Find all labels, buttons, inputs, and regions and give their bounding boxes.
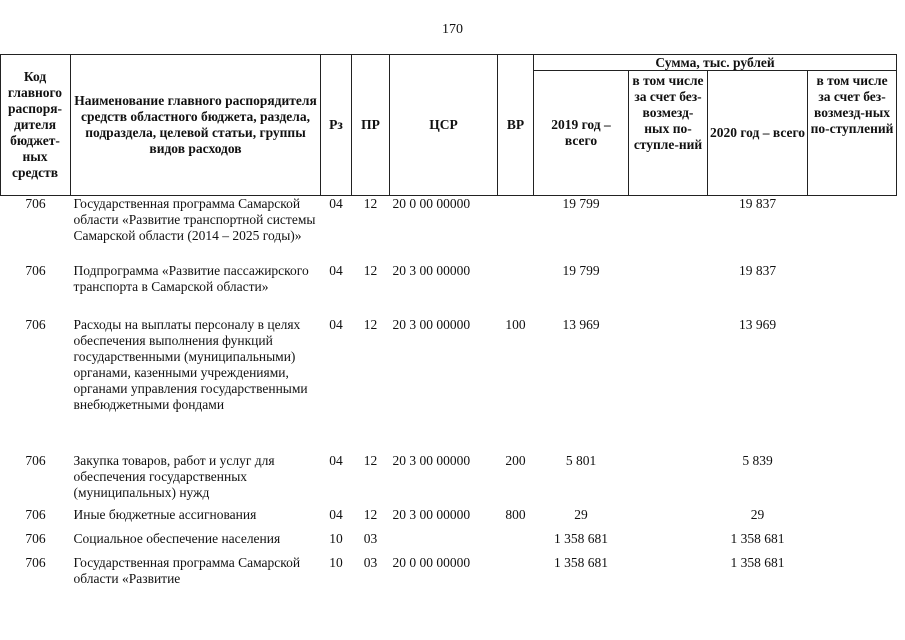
- table-header: [1, 55, 897, 196]
- cell-2019-total: 1 358 681: [554, 555, 608, 570]
- table-row: [1, 453, 897, 507]
- table-row: [1, 531, 897, 555]
- header-csr: ЦСР: [390, 55, 498, 196]
- cell-vr: [498, 263, 534, 317]
- table-row: [1, 317, 897, 453]
- cell-name: Иные бюджетные ассигнования: [73, 507, 257, 522]
- header-code: [1, 55, 71, 196]
- cell-csr: 20 0 00 00000: [392, 555, 471, 570]
- cell-rz: 04: [329, 453, 343, 468]
- cell-2019-free: [629, 263, 708, 317]
- header-vr: ВР: [498, 55, 534, 196]
- cell-2020-total: 1 358 681: [730, 531, 785, 546]
- cell-pr: 12: [363, 196, 378, 211]
- cell-2020-total: 19 837: [738, 196, 777, 211]
- cell-code: 706: [25, 555, 46, 570]
- cell-2019-free: [629, 531, 708, 555]
- cell-rz: 10: [329, 531, 343, 546]
- cell-2019-free: [629, 555, 708, 595]
- cell-csr: 20 3 00 00000: [392, 263, 471, 278]
- cell-name: Расходы на выплаты персоналу в целях обеспечения выполнения функций государственными (муниципальными) органами, казенными учреждениями, органами управления государственными внебюджетными фондами: [73, 317, 308, 412]
- cell-2020-free: [808, 196, 897, 264]
- cell-name: Государственная программа Самарской области «Развитие транспортной системы Самарской области (2014 – 2025 годы)»: [73, 196, 316, 243]
- table-body: [1, 196, 897, 596]
- cell-2020-total: 29: [750, 507, 765, 522]
- cell-pr: 12: [363, 317, 378, 332]
- cell-2020-total: 1 358 681: [730, 555, 785, 570]
- cell-2019-total: 13 969: [562, 317, 600, 332]
- cell-2019-total: 29: [574, 507, 588, 522]
- cell-csr: 20 3 00 00000: [392, 317, 471, 332]
- cell-2020-free: [808, 453, 897, 507]
- cell-vr: 200: [505, 453, 526, 468]
- cell-2020-total: 13 969: [738, 317, 777, 332]
- table-row: [1, 263, 897, 317]
- cell-pr: 12: [363, 507, 378, 522]
- cell-2020-free: [808, 263, 897, 317]
- header-sum: Сумма, тыс. рублей: [534, 55, 897, 71]
- cell-vr: [498, 196, 534, 264]
- cell-code: 706: [25, 263, 46, 278]
- cell-2019-free: [629, 507, 708, 531]
- header-2019-total: 2019 год – всего: [534, 71, 629, 196]
- cell-vr: [498, 531, 534, 555]
- cell-csr: [390, 531, 498, 555]
- header-code-text: Код главного распоря-дителя бюджет-ных средств: [7, 69, 63, 180]
- header-rz: Рз: [321, 55, 352, 196]
- cell-vr: 800: [505, 507, 526, 522]
- cell-2019-total: 5 801: [565, 453, 597, 468]
- cell-csr: 20 3 00 00000: [392, 507, 471, 522]
- cell-rz: 04: [329, 507, 343, 522]
- cell-2019-free: [629, 196, 708, 264]
- cell-rz: 04: [329, 196, 343, 211]
- cell-2020-free: [808, 531, 897, 555]
- header-2019-free: в том числе за счет без-возмезд-ных по-ступле-ний: [629, 71, 708, 196]
- cell-pr: 12: [363, 263, 378, 278]
- cell-2019-free: [629, 317, 708, 453]
- cell-name: Социальное обеспечение населения: [73, 531, 281, 546]
- cell-pr: 03: [363, 555, 378, 570]
- cell-name: Подпрограмма «Развитие пассажирского транспорта в Самарской области»: [73, 263, 309, 294]
- cell-code: 706: [25, 196, 46, 211]
- cell-vr: 100: [505, 317, 526, 332]
- cell-code: 706: [25, 453, 46, 468]
- page-number: 170: [442, 22, 463, 37]
- header-pr: ПР: [352, 55, 390, 196]
- header-name: Наименование главного распорядителя средств областного бюджета, раздела, подраздела, целевой статьи, группы видов расходов: [71, 55, 321, 196]
- cell-rz: 04: [329, 263, 343, 278]
- cell-pr: 03: [363, 531, 378, 546]
- cell-2019-total: 1 358 681: [554, 531, 608, 546]
- cell-code: 706: [25, 317, 46, 332]
- cell-code: 706: [25, 531, 46, 546]
- cell-2020-free: [808, 555, 897, 595]
- cell-2019-free: [629, 453, 708, 507]
- cell-name: Закупка товаров, работ и услуг для обеспечения государственных (муниципальных) нужд: [73, 453, 275, 500]
- cell-2020-free: [808, 507, 897, 531]
- cell-rz: 10: [329, 555, 343, 570]
- cell-2020-total: 19 837: [738, 263, 777, 278]
- cell-csr: 20 3 00 00000: [392, 453, 471, 468]
- cell-2020-free: [808, 317, 897, 453]
- cell-vr: [498, 555, 534, 595]
- cell-csr: 20 0 00 00000: [392, 196, 471, 211]
- cell-2019-total: 19 799: [562, 196, 600, 211]
- header-2020-free: в том числе за счет без-возмезд-ных по-ступлений: [808, 71, 897, 196]
- cell-pr: 12: [363, 453, 378, 468]
- cell-code: 706: [25, 507, 46, 522]
- budget-table: [0, 54, 897, 595]
- cell-rz: 04: [329, 317, 343, 332]
- table-row: [1, 555, 897, 595]
- cell-name: Государственная программа Самарской области «Развитие: [73, 555, 301, 586]
- cell-2019-total: 19 799: [562, 263, 600, 278]
- header-2020-total: 2020 год – всего: [708, 71, 808, 196]
- table-row: [1, 507, 897, 531]
- table-row: [1, 196, 897, 264]
- cell-2020-total: 5 839: [742, 453, 773, 468]
